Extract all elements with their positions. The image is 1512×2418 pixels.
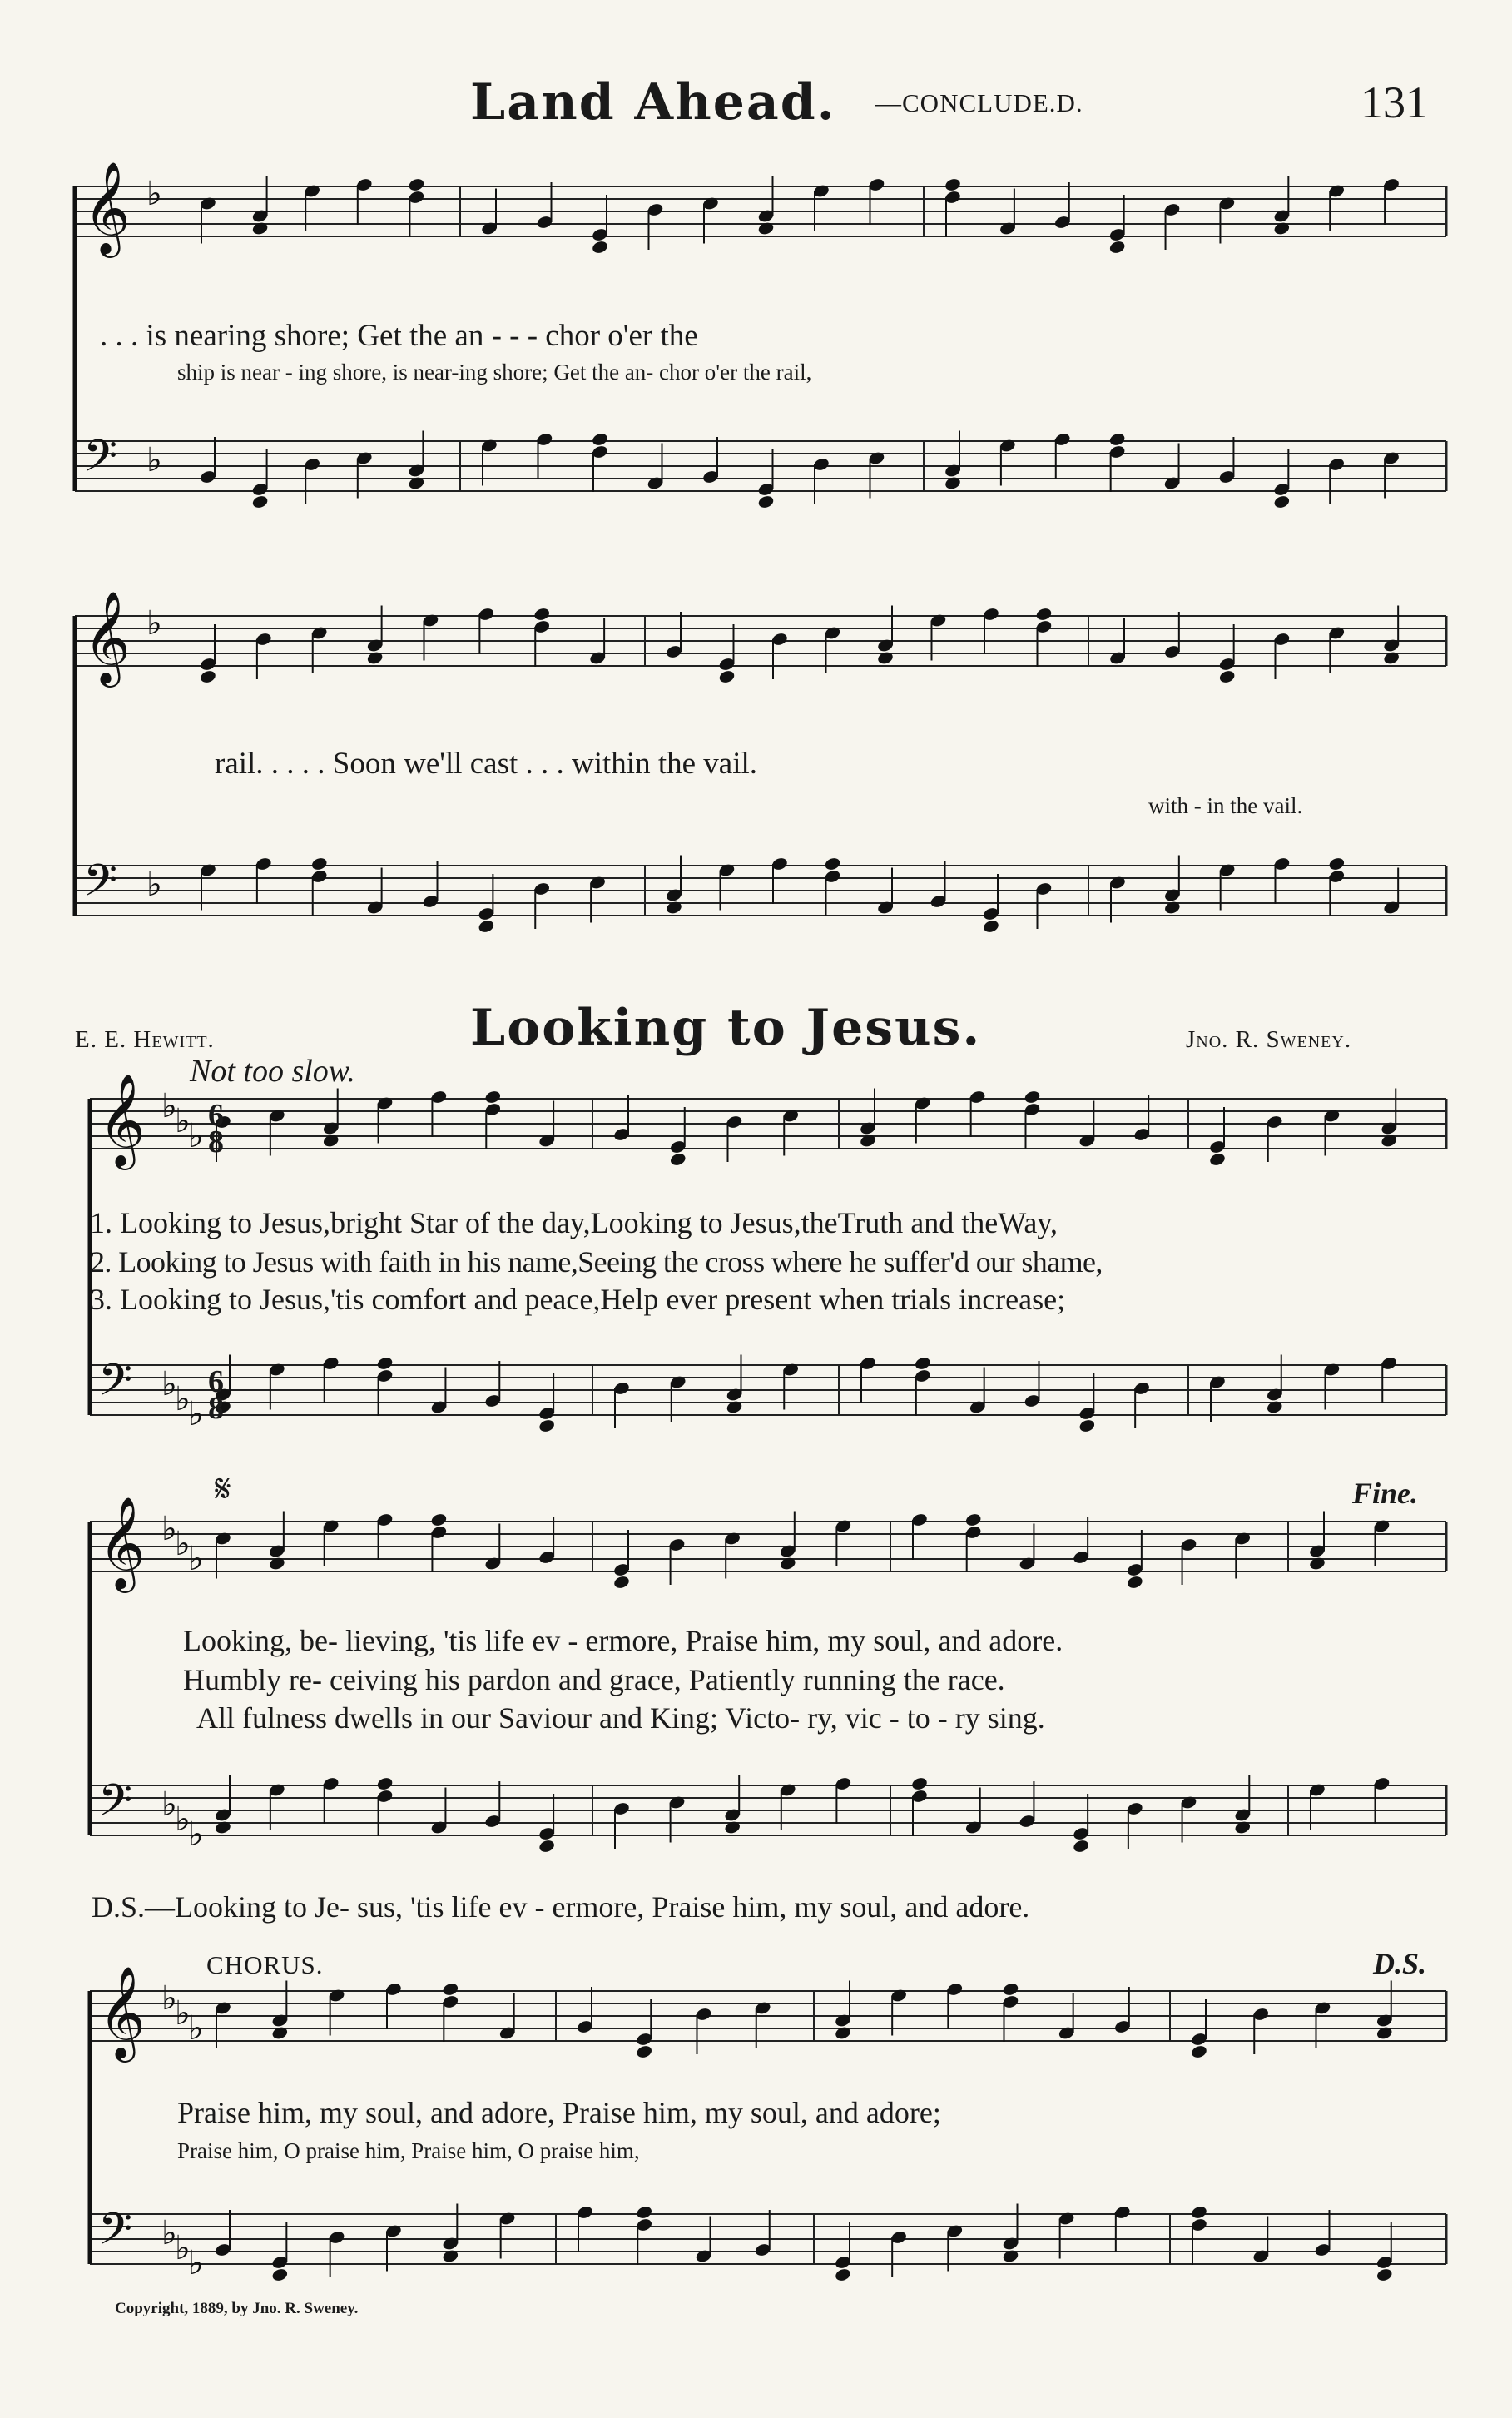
note-head bbox=[442, 1982, 459, 1997]
flat-sign: ♭ bbox=[161, 1087, 177, 1125]
note-head bbox=[982, 919, 999, 934]
flat-sign: ♭ bbox=[146, 441, 162, 479]
note-head bbox=[1218, 669, 1236, 684]
note-head bbox=[718, 669, 736, 684]
note-head bbox=[1108, 432, 1126, 447]
land-ahead-lyric-1-alt: ship is near - ing shore, is near-ing shore; Get the an- chor o'er the rail, bbox=[177, 360, 812, 385]
treble-clef: 𝄞 bbox=[98, 1965, 146, 2058]
segno-sign: 𝄋 bbox=[215, 1467, 231, 1510]
flat-sign: ♭ bbox=[161, 2214, 177, 2252]
bass-clef: 𝄢 bbox=[98, 2204, 133, 2266]
flat-sign: ♭ bbox=[175, 1525, 191, 1563]
flat-sign: ♭ bbox=[188, 1815, 204, 1854]
fine-mark: Fine. bbox=[1352, 1477, 1419, 1510]
bass-clef: 𝄢 bbox=[83, 856, 118, 917]
flat-sign: ♭ bbox=[188, 1117, 204, 1155]
flat-sign: ♭ bbox=[175, 1994, 191, 2033]
note-head bbox=[199, 669, 216, 684]
note-head bbox=[251, 494, 269, 509]
hymn-author: E. E. Hewitt. bbox=[75, 1026, 215, 1053]
verse-line-2: 2. Looking to Jesus with faith in his name,Seeing the cross where he suffer'd our shame, bbox=[90, 1245, 1103, 1279]
time-sig-bottom-bass: 8 bbox=[208, 1391, 224, 1426]
note-head bbox=[1190, 2044, 1207, 2059]
page-number: 131 bbox=[1361, 77, 1428, 127]
treble-clef: 𝄞 bbox=[83, 161, 131, 254]
note-head bbox=[538, 1418, 555, 1433]
note-head bbox=[271, 2267, 289, 2282]
flat-sign: ♭ bbox=[175, 1380, 191, 1418]
note-head bbox=[1190, 2205, 1207, 2220]
chorus-label: CHORUS. bbox=[206, 1950, 324, 1979]
bass-clef: 𝄢 bbox=[83, 431, 118, 493]
time-sig-top-treble: 6 bbox=[208, 1098, 224, 1133]
note-head bbox=[1002, 1982, 1019, 1997]
ds-mark: D.S. bbox=[1373, 1947, 1427, 1980]
hymn-composer: Jno. R. Sweney. bbox=[1186, 1026, 1352, 1053]
note-head bbox=[914, 1356, 931, 1371]
note-head bbox=[1328, 856, 1346, 871]
note-head bbox=[636, 2205, 653, 2220]
land-ahead-lyric-2: rail. . . . . Soon we'll cast . . . within the vail. bbox=[215, 747, 758, 781]
time-sig-bottom-treble: 8 bbox=[208, 1125, 224, 1159]
time-sig-top-bass: 6 bbox=[208, 1364, 224, 1399]
note-head bbox=[1108, 240, 1126, 255]
refrain-line-1: Looking, be- lieving, 'tis life ev - ermore, Praise him, my soul, and adore. bbox=[183, 1624, 1063, 1657]
note-head bbox=[1078, 1418, 1096, 1433]
flat-sign: ♭ bbox=[146, 175, 162, 213]
refrain-line-2: Humbly re- ceiving his pardon and grace, Patiently running the race. bbox=[183, 1663, 1005, 1696]
note-head bbox=[310, 856, 328, 871]
note-head bbox=[612, 1575, 630, 1590]
note-head bbox=[824, 856, 841, 871]
note-head bbox=[1024, 1090, 1041, 1105]
flat-sign: ♭ bbox=[188, 2009, 204, 2048]
note-head bbox=[944, 177, 961, 192]
hymn-title: Looking to Jesus. bbox=[470, 999, 982, 1057]
copyright-notice: Copyright, 1889, by Jno. R. Sweney. bbox=[115, 2300, 359, 2317]
note-head bbox=[834, 2267, 851, 2282]
flat-sign: ♭ bbox=[188, 2244, 204, 2282]
note-head bbox=[1126, 1575, 1143, 1590]
bass-clef: 𝄢 bbox=[98, 1775, 133, 1837]
note-head bbox=[408, 177, 425, 192]
chorus-line-main: Praise him, my soul, and adore, Praise him, my soul, and adore; bbox=[177, 2096, 941, 2129]
note-head bbox=[430, 1512, 448, 1527]
treble-clef: 𝄞 bbox=[98, 1496, 146, 1589]
flat-sign: ♭ bbox=[146, 866, 162, 904]
note-head bbox=[669, 1152, 687, 1167]
note-head bbox=[964, 1512, 982, 1527]
land-ahead-lyric-1: . . . is nearing shore; Get the an - - - chor o'er the bbox=[100, 319, 698, 353]
tempo-marking: Not too slow. bbox=[190, 1054, 355, 1089]
note-head bbox=[538, 1839, 555, 1854]
note-head bbox=[1208, 1152, 1226, 1167]
song-title-land-ahead: Land Ahead. bbox=[470, 73, 836, 132]
note-head bbox=[1035, 607, 1053, 622]
flat-sign: ♭ bbox=[161, 1785, 177, 1824]
flat-sign: ♭ bbox=[188, 1540, 204, 1578]
note-head bbox=[1072, 1839, 1089, 1854]
note-head bbox=[1273, 494, 1291, 509]
flat-sign: ♭ bbox=[146, 604, 162, 643]
refrain-line-3: All fulness dwells in our Saviour and King; Victo- ry, vic - to - ry sing. bbox=[196, 1701, 1045, 1735]
note-head bbox=[757, 494, 775, 509]
note-head bbox=[591, 432, 608, 447]
flat-sign: ♭ bbox=[161, 1510, 177, 1548]
treble-clef: 𝄞 bbox=[98, 1073, 146, 1166]
bass-clef: 𝄢 bbox=[98, 1355, 133, 1417]
note-head bbox=[376, 1356, 394, 1371]
note-head bbox=[484, 1090, 502, 1105]
flat-sign: ♭ bbox=[175, 1102, 191, 1140]
verse-line-1: 1. Looking to Jesus,bright Star of the day,Looking to Jesus,theTruth and theWay, bbox=[90, 1206, 1058, 1239]
note-head bbox=[478, 919, 495, 934]
chorus-line-alt: Praise him, O praise him, Praise him, O praise him, bbox=[177, 2138, 640, 2163]
flat-sign: ♭ bbox=[161, 1365, 177, 1403]
flat-sign: ♭ bbox=[175, 1800, 191, 1839]
ds-line: D.S.—Looking to Je- sus, 'tis life ev - ermore, Praise him, my soul, and adore. bbox=[92, 1890, 1030, 1924]
flat-sign: ♭ bbox=[188, 1395, 204, 1433]
note-head bbox=[1376, 2267, 1393, 2282]
flat-sign: ♭ bbox=[161, 1979, 177, 2018]
flat-sign: ♭ bbox=[175, 2229, 191, 2267]
concluded-label: —CONCLUDE.D. bbox=[875, 88, 1083, 117]
note-head bbox=[376, 1776, 394, 1791]
note-head bbox=[910, 1776, 928, 1791]
note-head bbox=[636, 2044, 653, 2059]
note-head bbox=[591, 240, 608, 255]
land-ahead-lyric-2-alt: with - in the vail. bbox=[1148, 793, 1303, 818]
treble-clef: 𝄞 bbox=[83, 590, 131, 683]
note-head bbox=[533, 607, 551, 622]
verse-line-3: 3. Looking to Jesus,'tis comfort and peace,Help ever present when trials increase; bbox=[90, 1283, 1066, 1316]
